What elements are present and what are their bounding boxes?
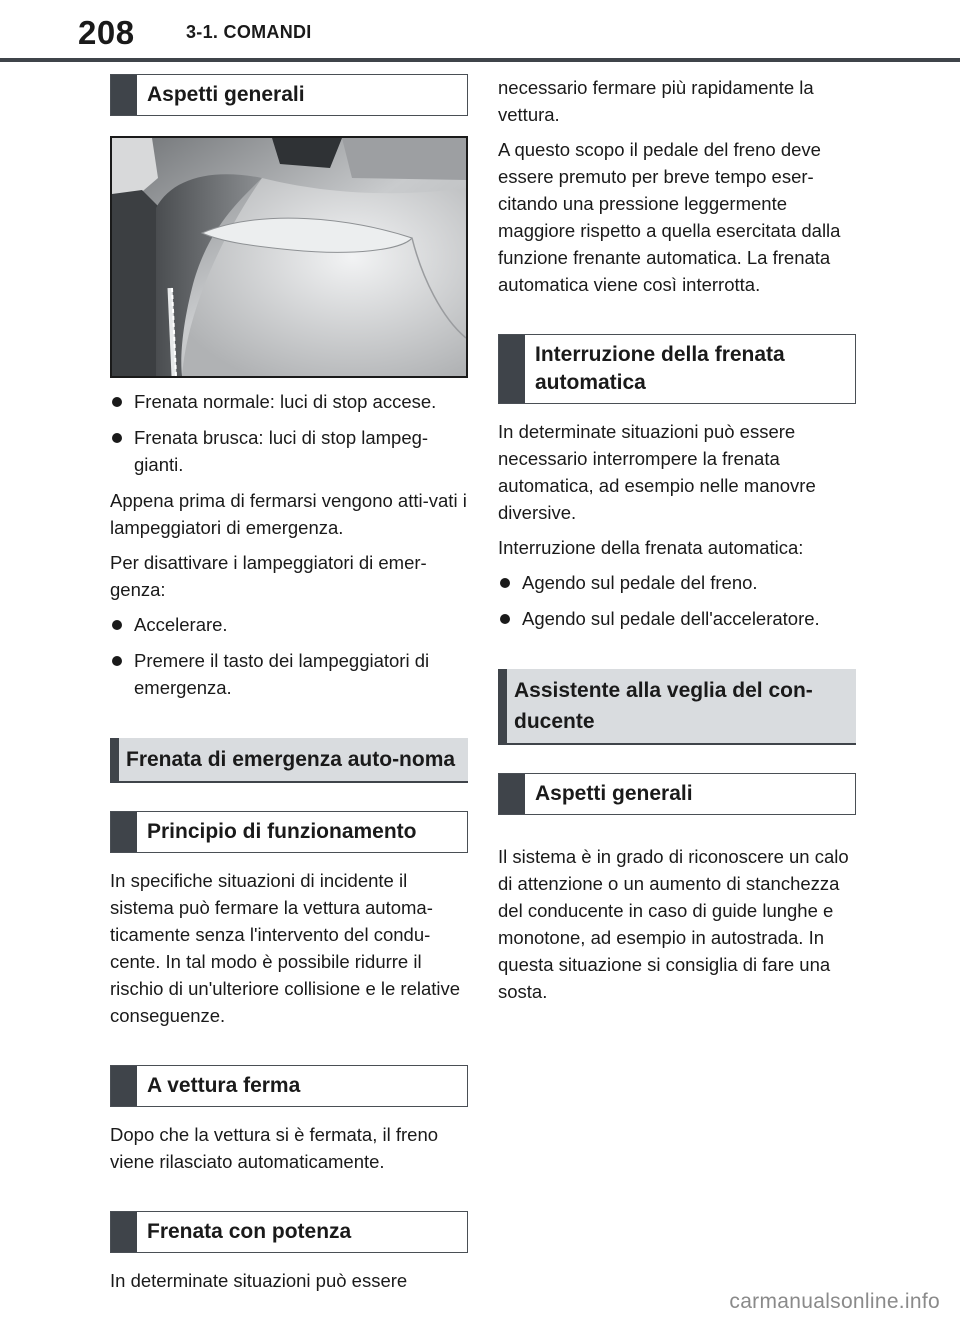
list-item: Accelerare. (110, 611, 468, 638)
heading-box-emergency-braking (110, 738, 468, 783)
bullet-icon (500, 578, 510, 588)
header-divider (0, 58, 960, 62)
paragraph-stopped: Dopo che la vettura si è fermata, il freno viene rilasciato automaticamente. (110, 1124, 439, 1172)
bullet-icon (112, 656, 122, 666)
right-column (498, 74, 856, 1013)
bullet-icon (112, 620, 122, 630)
list-item: Frenata brusca: luci di stop lampeg-gianti. (110, 424, 468, 478)
watermark-text: carmanualsonline.info (729, 1290, 940, 1313)
left-column (110, 74, 468, 1302)
heading-emergency-braking: Frenata di emergenza auto-noma (126, 748, 456, 771)
bullet-icon (500, 614, 510, 624)
paragraph-power-braking: In determinate situazioni può essere (110, 1270, 408, 1291)
paragraph-interrupt-situations: In determinate situazioni può essere necessario interrompere la frenata automatica, ad esempio nelle manovre diversive. (498, 421, 816, 523)
paragraph-driver-assistant: Il sistema è in grado di riconoscere un calo di attenzione o un aumento di stanchezza del conducente in caso di guide lunghe e monotone, ad esempio in autostrada. In questa situazione si consiglia di fare una sosta. (498, 846, 849, 1002)
page-header (0, 0, 960, 62)
paragraph-hazard-deactivate: Per disattivare i lampeggiatori di emer-genza: (110, 552, 427, 600)
heading-box-principle (110, 811, 468, 853)
heading-box-general (110, 74, 468, 116)
list-item: Agendo sul pedale dell'acceleratore. (498, 605, 856, 632)
list-item: Premere il tasto dei lampeggiatori di emergenza. (110, 647, 468, 701)
list-item: Frenata normale: luci di stop accese. (110, 388, 468, 415)
heading-stopped: A vettura ferma (147, 1074, 301, 1097)
car-rear-brake-light-photo (110, 136, 468, 378)
paragraph-continued: necessario fermare più rapidamente la vettura. (498, 77, 814, 125)
paragraph-brake-pedal: A questo scopo il pedale del freno deve essere premuto per breve tempo eser-citando una pressione leggermente maggiore rispetto a quella esercitata dalla funzione frenante automatica. La frenata automatica viene così interrotta. (498, 139, 841, 295)
heading-general: Aspetti generali (147, 83, 305, 106)
list-item: Agendo sul pedale del freno. (498, 569, 856, 596)
bullet-icon (112, 397, 122, 407)
brake-light-list (110, 388, 468, 478)
heading-interrupt: Interruzione della frenata automatica (535, 343, 785, 394)
page-number: 208 (78, 14, 135, 51)
heading-box-driver-assistant (498, 669, 856, 745)
hazard-deactivate-list (110, 611, 468, 701)
bullet-icon (112, 433, 122, 443)
heading-principle: Principio di funzionamento (147, 820, 417, 843)
paragraph-hazard-activation: Appena prima di fermarsi vengono atti-vati i lampeggiatori di emergenza. (110, 490, 467, 538)
section-title: 3-1. COMANDI (186, 22, 312, 42)
heading-driver-assistant: Assistente alla veglia del con-ducente (514, 679, 813, 733)
heading-box-power-braking (110, 1211, 468, 1253)
paragraph-principle: In specifiche situazioni di incidente il sistema può fermare la vettura automa-ticamente senza l'intervento del condu-cente. In tal modo è possibile ridurre il rischio di un'ulteriore collisione e le relative conseguenze. (110, 870, 461, 1026)
brake-light-illustration-icon (112, 138, 466, 376)
heading-box-stopped (110, 1065, 468, 1107)
heading-general-2: Aspetti generali (535, 782, 693, 805)
heading-box-general-2 (498, 773, 856, 815)
heading-box-interrupt (498, 334, 856, 404)
interrupt-list (498, 569, 856, 632)
heading-power-braking: Frenata con potenza (147, 1220, 352, 1243)
paragraph-interrupt-how: Interruzione della frenata automatica: (498, 537, 804, 558)
